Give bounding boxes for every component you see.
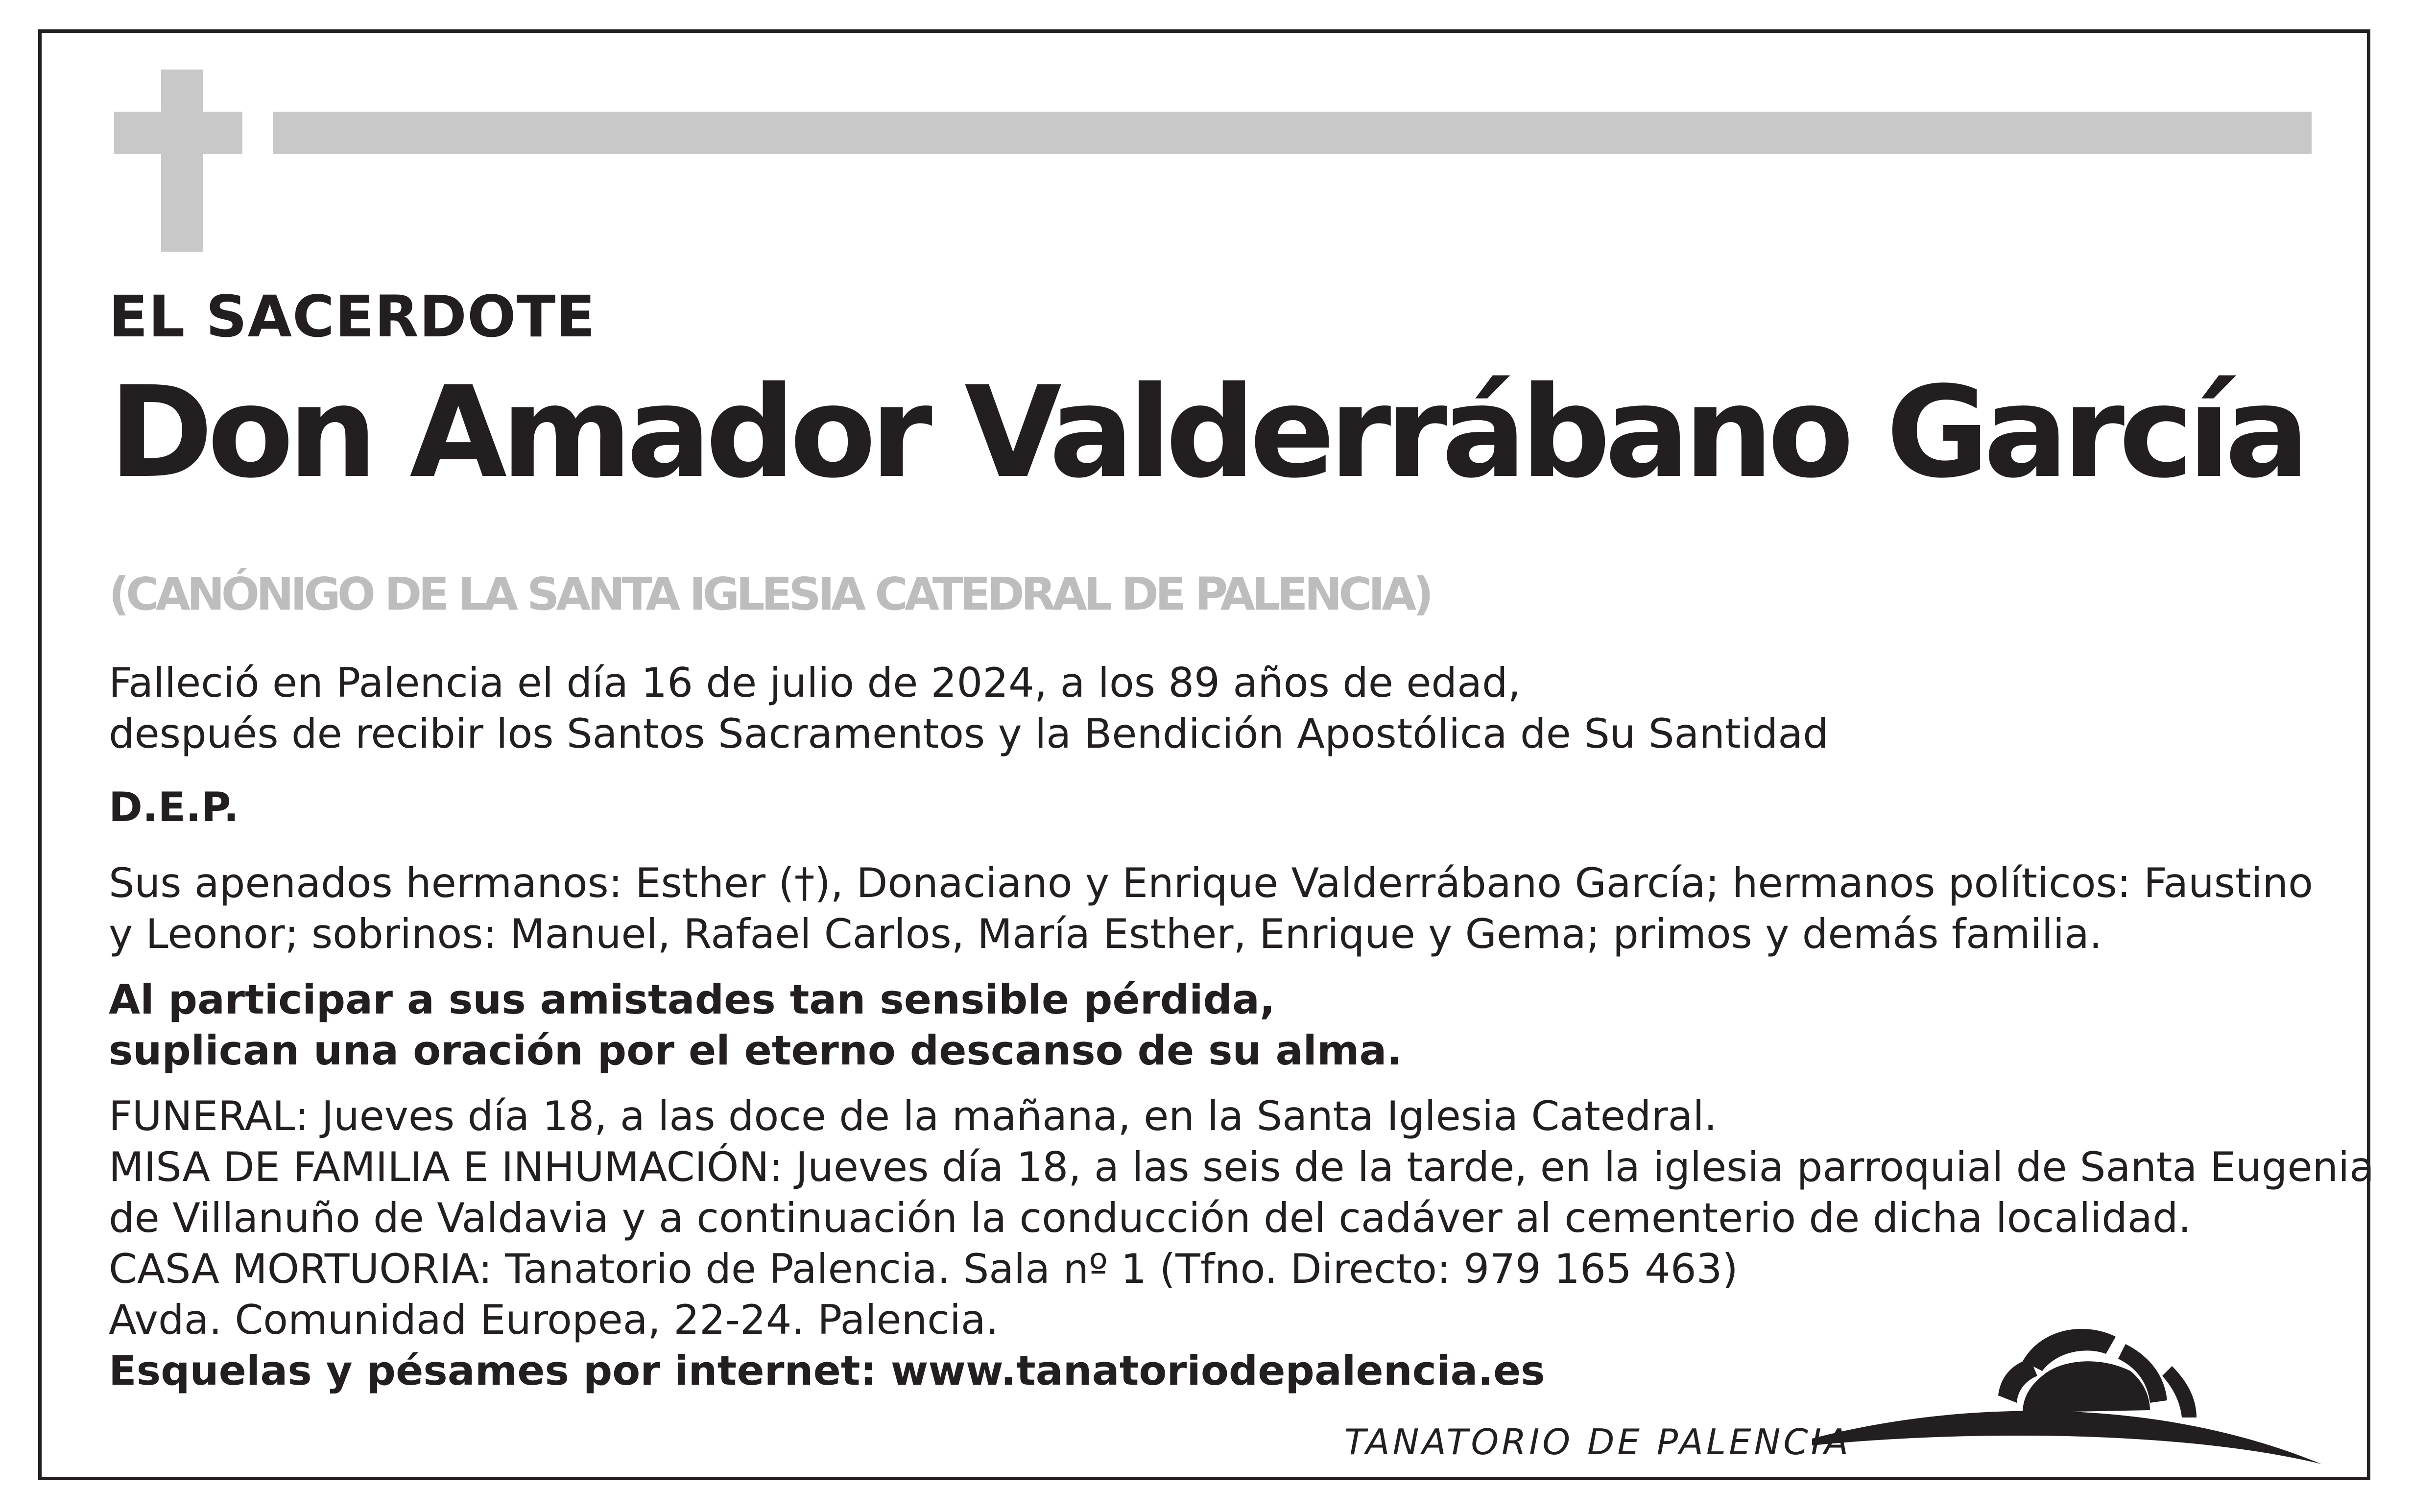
prayer-request <box>109 974 1402 1076</box>
family-line: y Leonor; sobrinos: Manuel, Rafael Carlos, María Esther, Enrique y Gema; primos y demás familia. <box>109 910 2102 958</box>
family-line: Sus apenados hermanos: Esther (†), Donaciano y Enrique Valderrábano García; hermanos políticos: Faustino <box>109 859 2313 907</box>
deceased-title: EL SACERDOTE <box>109 283 596 350</box>
dep-label: D.E.P. <box>109 783 239 831</box>
mass-info-cont: de Villanuño de Valdavia y a continuación la conducción del cadáver al cementerio de dicha localidad. <box>109 1194 2191 1242</box>
address: Avda. Comunidad Europea, 22-24. Palencia. <box>109 1296 999 1344</box>
mass-info: MISA DE FAMILIA E INHUMACIÓN: Jueves día 18, a las seis de la tarde, en la iglesia parroquial de Santa Eugenia <box>109 1143 2375 1191</box>
deceased-name: Don Amador Valderrábano García <box>109 359 2304 506</box>
funeral-home-info: CASA MORTUORIA: Tanatorio de Palencia. Sala nº 1 (Tfno. Directo: 979 165 463) <box>109 1245 1738 1293</box>
death-notice-line: después de recibir los Santos Sacramentos y la Bendición Apostólica de Su Santidad <box>109 710 1829 757</box>
website-link[interactable]: Esquelas y pésames por internet: www.tanatoriodepalencia.es <box>109 1347 1545 1394</box>
death-notice <box>109 658 1829 759</box>
family-list <box>109 858 2313 960</box>
tanatorio-logo-text: TANATORIO DE PALENCIA <box>1344 1421 1852 1463</box>
funeral-info: FUNERAL: Jueves día 18, a las doce de la mañana, en la Santa Iglesia Catedral. <box>109 1092 1717 1140</box>
prayer-line: suplican una oración por el eterno descanso de su alma. <box>109 1027 1403 1074</box>
cross-icon <box>161 70 203 252</box>
death-notice-line: Falleció en Palencia el día 16 de julio de 2024, a los 89 años de edad, <box>109 659 1521 707</box>
deceased-position: (CANÓNIGO DE LA SANTA IGLESIA CATEDRAL DE PALENCIA) <box>109 568 1431 620</box>
tanatorio-logo-icon <box>1812 1317 2336 1479</box>
header-bar <box>273 112 2312 154</box>
cross-icon-arm <box>114 112 242 154</box>
prayer-line: Al participar a sus amistades tan sensible pérdida, <box>109 976 1275 1023</box>
